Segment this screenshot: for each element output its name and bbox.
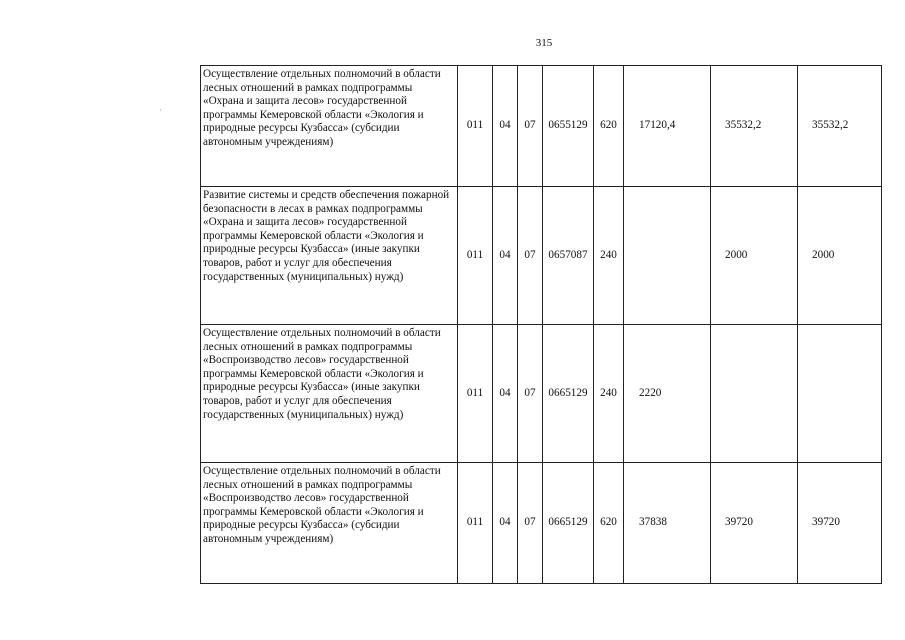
amount-year-3 xyxy=(798,325,882,463)
expense-type-code: 240 xyxy=(594,187,624,325)
expense-type-code: 240 xyxy=(594,325,624,463)
amount-year-2: 35532,2 xyxy=(711,66,798,187)
ministry-code: 011 xyxy=(458,463,493,584)
budget-table xyxy=(200,65,882,584)
target-article-code: 0665129 xyxy=(543,325,594,463)
row-description: Осуществление отдельных полномочий в области лесных отношений в рамках подпрограммы «Охрана и защита лесов» государственной программы Кемеровской области «Экология и природные ресурсы Кузбасса» (субсидии автономным учреждениям) xyxy=(201,66,458,187)
target-article-code: 0665129 xyxy=(543,463,594,584)
subsection-code: 07 xyxy=(518,66,543,187)
amount-year-1: 37838 xyxy=(624,463,711,584)
subsection-code: 07 xyxy=(518,325,543,463)
expense-type-code: 620 xyxy=(594,463,624,584)
section-code: 04 xyxy=(493,463,518,584)
amount-year-3: 39720 xyxy=(798,463,882,584)
amount-year-2: 2000 xyxy=(711,187,798,325)
section-code: 04 xyxy=(493,66,518,187)
subsection-code: 07 xyxy=(518,187,543,325)
amount-year-1: 2220 xyxy=(624,325,711,463)
target-article-code: 0657087 xyxy=(543,187,594,325)
amount-year-1 xyxy=(624,187,711,325)
row-description: Развитие системы и средств обеспечения пожарной безопасности в лесах в рамках подпрограммы «Охрана и защита лесов» государственной программы Кемеровской области «Экология и природные ресурсы Кузбасса» (иные закупки товаров, работ и услуг для обеспечения государственных (муниципальных) нужд) xyxy=(201,187,458,325)
row-description: Осуществление отдельных полномочий в области лесных отношений в рамках подпрограммы «Воспроизводство лесов» государственной программы Кемеровской области «Экология и природные ресурсы Кузбасса» (иные закупки товаров, работ и услуг для обеспечения государственных (муниципальных) нужд) xyxy=(201,325,458,463)
table-row xyxy=(201,463,882,584)
table-row xyxy=(201,187,882,325)
amount-year-3: 35532,2 xyxy=(798,66,882,187)
ministry-code: 011 xyxy=(458,325,493,463)
expense-type-code: 620 xyxy=(594,66,624,187)
page-number: 315 xyxy=(535,37,553,49)
amount-year-2 xyxy=(711,325,798,463)
ministry-code: 011 xyxy=(458,66,493,187)
scan-artifact: · xyxy=(159,105,162,115)
amount-year-3: 2000 xyxy=(798,187,882,325)
row-description: Осуществление отдельных полномочий в области лесных отношений в рамках подпрограммы «Воспроизводство лесов» государственной программы Кемеровской области «Экология и природные ресурсы Кузбасса» (субсидии автономным учреждениям) xyxy=(201,463,458,584)
amount-year-1: 17120,4 xyxy=(624,66,711,187)
section-code: 04 xyxy=(493,187,518,325)
table-row xyxy=(201,325,882,463)
ministry-code: 011 xyxy=(458,187,493,325)
table-row xyxy=(201,66,882,187)
section-code: 04 xyxy=(493,325,518,463)
subsection-code: 07 xyxy=(518,463,543,584)
amount-year-2: 39720 xyxy=(711,463,798,584)
target-article-code: 0655129 xyxy=(543,66,594,187)
